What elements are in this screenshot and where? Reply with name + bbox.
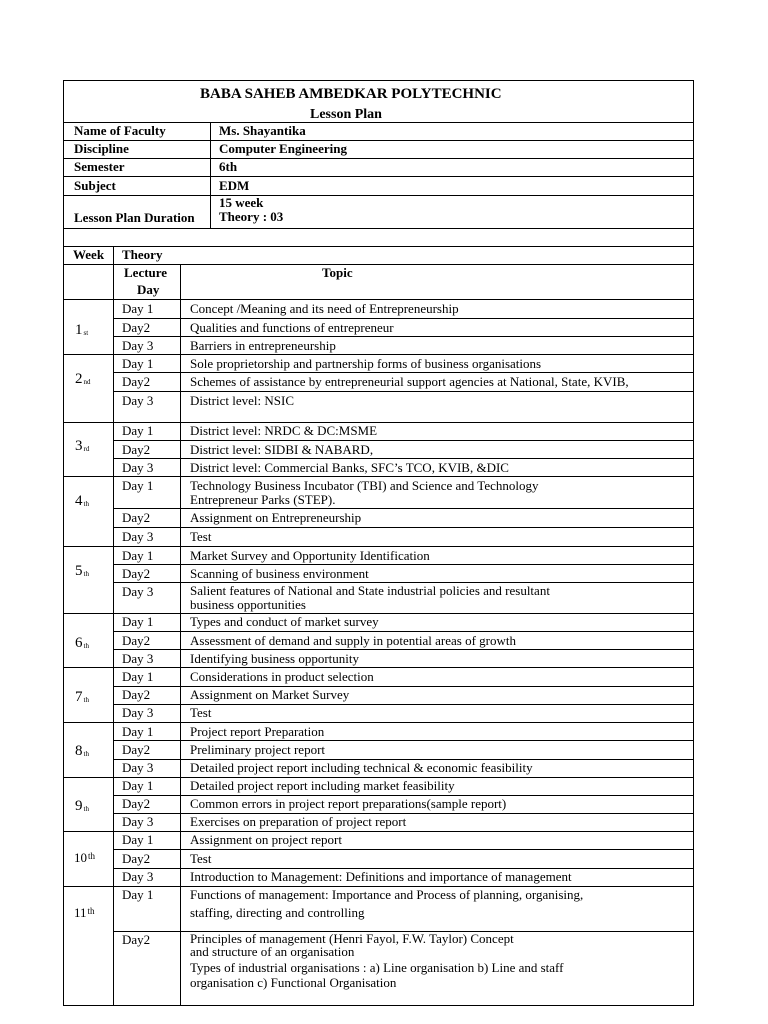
topic-text: Entrepreneur Parks (STEP). (190, 492, 336, 507)
semester-value: 6th (219, 159, 238, 174)
lecture-day: Day 3 (122, 338, 154, 353)
lecture-day: Day 3 (122, 393, 154, 408)
week-label: 11th (74, 905, 95, 920)
duration-weeks: 15 week (219, 195, 264, 210)
lecture-day: Day 1 (122, 724, 154, 739)
topic-text: Detailed project report including market feasibility (190, 778, 455, 793)
topic-text: business opportunities (190, 597, 306, 612)
topic-text: organisation c) Functional Organisation (190, 975, 397, 990)
week-label: 8th (75, 743, 89, 759)
week-label: 7th (75, 689, 89, 705)
week-label: 6th (75, 635, 89, 651)
topic-text: District level: Commercial Banks, SFC’s TCO, KVIB, &DIC (190, 460, 509, 475)
lecture-day: Day 3 (122, 584, 154, 599)
topic-text: staffing, directing and controlling (190, 905, 365, 920)
lecture-day: Day 1 (122, 548, 154, 563)
lecture-day: Day2 (122, 320, 151, 335)
subject-value: EDM (219, 178, 250, 193)
week-label: 2nd (75, 371, 91, 387)
lecture-day: Day2 (122, 851, 151, 866)
topic-text: and structure of an organisation (190, 944, 355, 959)
topic-text: Identifying business opportunity (190, 651, 359, 666)
topic-text: Introduction to Management: Definitions and importance of management (190, 869, 572, 884)
topic-text: Test (190, 851, 212, 866)
lecture-day: Day2 (122, 742, 151, 757)
week-header: Week (73, 247, 105, 262)
topic-text: Market Survey and Opportunity Identification (190, 548, 430, 563)
lecture-day: Day2 (122, 566, 151, 581)
document-title: Lesson Plan (310, 107, 382, 122)
topic-text: Assignment on Market Survey (190, 687, 350, 702)
topic-text: District level: NSIC (190, 393, 294, 408)
lecture-day: Day 1 (122, 832, 154, 847)
topic-text: Functions of management: Importance and Process of planning, organising, (190, 887, 584, 902)
lecture-day: Day 1 (122, 669, 154, 684)
week-label: 1st (75, 322, 89, 338)
lecture-day: Day2 (122, 687, 151, 702)
topic-header: Topic (322, 265, 353, 280)
lecture-day: Day 1 (122, 423, 154, 438)
lecture-day: Day 1 (122, 778, 154, 793)
lecture-day: Day2 (122, 932, 151, 947)
topic-text: Test (190, 705, 212, 720)
topic-text: Types and conduct of market survey (190, 614, 379, 629)
topic-text: District level: NRDC & DC:MSME (190, 423, 378, 438)
lecture-day: Day 3 (122, 869, 154, 884)
lecture-day: Day 3 (122, 705, 154, 720)
lecture-day: Day 1 (122, 614, 154, 629)
lecture-day: Day2 (122, 633, 151, 648)
duration-label: Lesson Plan Duration (74, 210, 195, 225)
topic-text: Technology Business Incubator (TBI) and Science and Technology (190, 478, 539, 493)
topic-text: Barriers in entrepreneurship (190, 338, 336, 353)
topic-text: Assignment on Entrepreneurship (190, 510, 362, 525)
lecture-day: Day2 (122, 510, 151, 525)
topic-text: Assessment of demand and supply in potential areas of growth (190, 633, 517, 648)
lecture-day: Day 3 (122, 651, 154, 666)
topic-text: Salient features of National and State industrial policies and resultant (190, 583, 550, 598)
topic-text: District level: SIDBI & NABARD, (190, 442, 374, 457)
lecture-day: Day 1 (122, 887, 154, 902)
topic-text: Principles of management (Henri Fayol, F.W. Taylor) Concept (190, 931, 514, 946)
lecture-day-header-line2: Day (137, 282, 160, 297)
topic-text: Concept /Meaning and its need of Entrepreneurship (190, 301, 459, 316)
topic-text: Preliminary project report (190, 742, 326, 757)
lecture-day: Day 3 (122, 529, 154, 544)
topic-text: Scanning of business environment (190, 566, 369, 581)
topic-text: Common errors in project report preparations(sample report) (190, 796, 507, 811)
topic-text: Assignment on project report (190, 832, 342, 847)
faculty-label: Name of Faculty (74, 123, 166, 138)
topic-text: Considerations in product selection (190, 669, 374, 684)
lecture-day-header-line1: Lecture (124, 265, 168, 280)
week-label: 5th (75, 563, 89, 579)
subject-label: Subject (74, 178, 116, 193)
week-label: 9th (75, 798, 89, 814)
topic-text: Types of industrial organisations : a) Line organisation b) Line and staff (190, 960, 564, 975)
lecture-day: Day 3 (122, 814, 154, 829)
week-label: 4th (75, 493, 89, 509)
lecture-day: Day 1 (122, 478, 154, 493)
discipline-label: Discipline (74, 141, 129, 156)
faculty-value: Ms. Shayantika (219, 123, 306, 138)
week-label: 3rd (75, 438, 90, 454)
topic-text: Test (190, 529, 212, 544)
topic-text: Schemes of assistance by entrepreneurial support agencies at National, State, KVIB, (190, 374, 629, 389)
topic-text: Project report Preparation (190, 724, 325, 739)
lecture-day: Day2 (122, 442, 151, 457)
lecture-day: Day 1 (122, 356, 154, 371)
lecture-day: Day2 (122, 374, 151, 389)
week-label: 10th (74, 850, 96, 865)
discipline-value: Computer Engineering (219, 141, 347, 156)
semester-label: Semester (74, 159, 125, 174)
theory-header: Theory (122, 247, 163, 262)
topic-text: Detailed project report including technical & economic feasibility (190, 760, 533, 775)
lecture-day: Day2 (122, 796, 151, 811)
lecture-day: Day 3 (122, 460, 154, 475)
lecture-day: Day 3 (122, 760, 154, 775)
topic-text: Qualities and functions of entrepreneur (190, 320, 394, 335)
topic-text: Sole proprietorship and partnership forms of business organisations (190, 356, 542, 371)
duration-theory: Theory : 03 (219, 209, 284, 224)
lecture-day: Day 1 (122, 301, 154, 316)
institution-title: BABA SAHEB AMBEDKAR POLYTECHNIC (200, 86, 502, 102)
topic-text: Exercises on preparation of project report (190, 814, 407, 829)
